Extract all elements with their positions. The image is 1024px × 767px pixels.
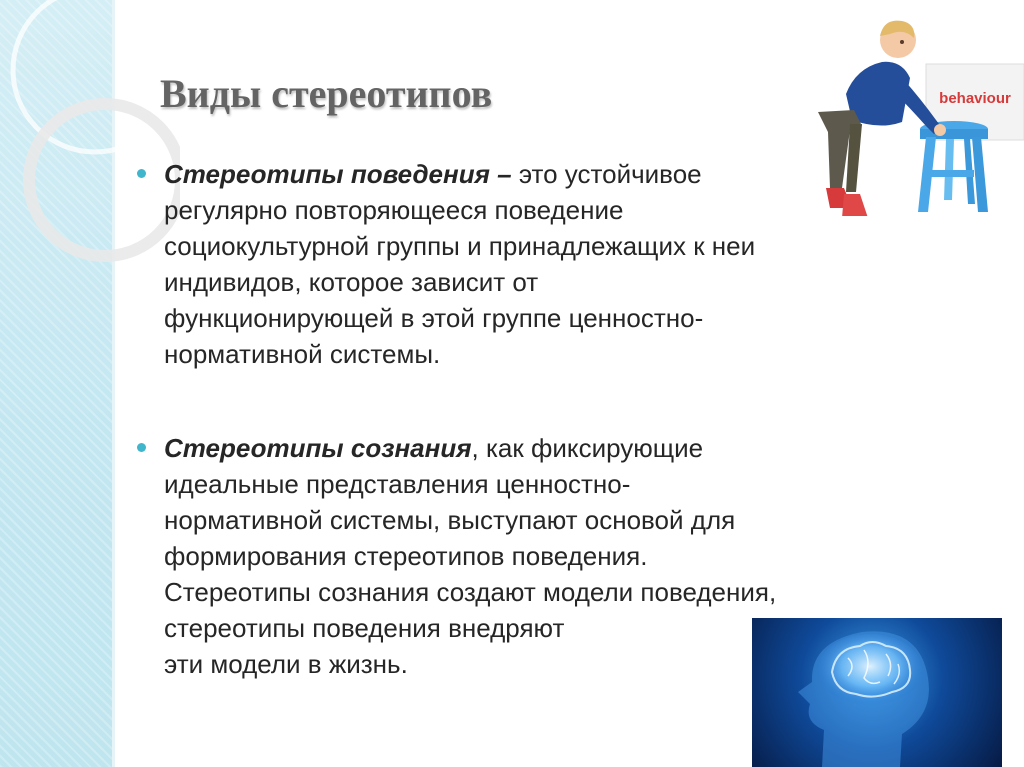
bullet-behavior-stereotypes [164, 156, 814, 372]
bullet-text-line: Стереотипы сознания создают модели поведения, [164, 577, 777, 607]
bullet-dot-icon [137, 443, 146, 452]
bullet-text-line: формирования стереотипов поведения. [164, 541, 648, 571]
bullet-text-line: функционирующей в этой группе ценностно- [164, 303, 704, 333]
child-pushing-stool-illustration [806, 12, 1024, 232]
bullet-text-line: , как фиксирующие [471, 433, 704, 463]
bullet-text-line: социокультурной группы и принадлежащих к неи [164, 231, 756, 261]
brain-head-icon [752, 618, 1002, 767]
decorative-circles-icon [0, 0, 180, 300]
bullet-text-line: регулярно повторяющееся поведение [164, 195, 624, 225]
behaviour-sign-text: behaviour [939, 90, 1011, 107]
bullet-text-line: стереотипы поведения внедряют [164, 613, 565, 643]
bullet-dot-icon [137, 169, 146, 178]
slide-title: Виды стереотипов [160, 71, 493, 116]
bullet-term: Стереотипы сознания [164, 433, 472, 463]
bullet-text-line: нормативной системы. [164, 339, 441, 369]
glowing-brain-head-illustration [752, 618, 1002, 767]
stool-icon [918, 121, 988, 212]
bullet-text-line: нормативной системы, выступают основой для [164, 505, 736, 535]
bullet-text-line: идеальные представления ценностно- [164, 469, 631, 499]
bullet-text-line: это устойчивое [518, 159, 702, 189]
bullet-text-line: индивидов, которое зависит от [164, 267, 539, 297]
bullet-term: Стереотипы поведения – [164, 159, 512, 189]
bullet-text-line: эти модели в жизнь. [164, 649, 408, 679]
